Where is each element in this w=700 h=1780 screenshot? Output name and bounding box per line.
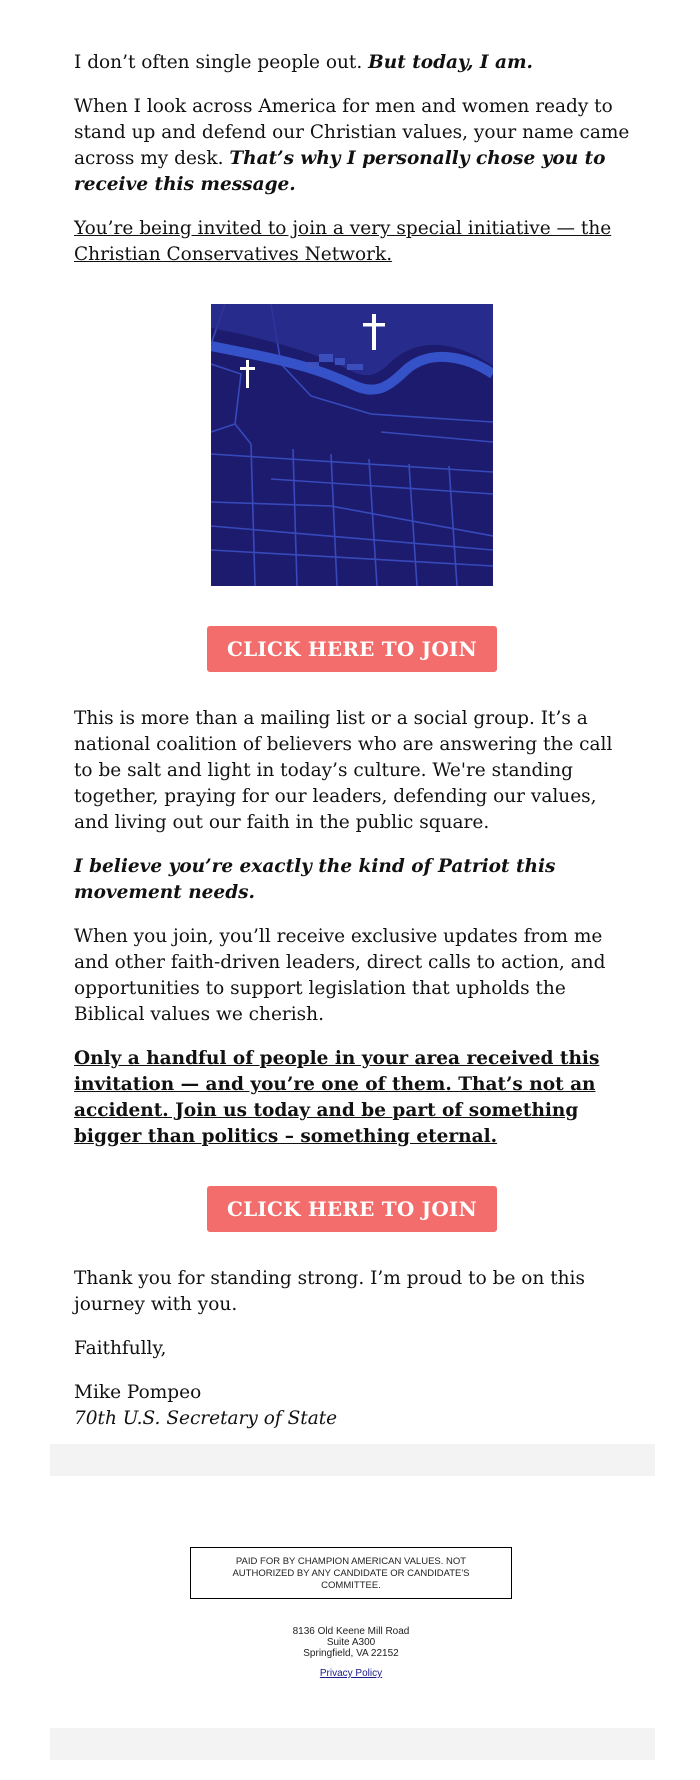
mailing-address	[190, 1626, 512, 1659]
signer-title: 70th U.S. Secretary of State	[74, 1408, 338, 1429]
benefits-paragraph: When you join, you’ll receive exclusive updates from me and other faith-driven leaders, direct calls to action, and opportunities to support legislation that upholds the Biblical values we cherish.	[74, 926, 606, 1025]
selection-paragraph: When I look across America for men and women ready to stand up and defend our Christian values, your name came across my desk. That’s why I personally chose you to receive this message.	[74, 96, 630, 195]
handful-paragraph: Only a handful of people in your area received this invitation — and you’re one of them. That’s not an accident. Join us today and be part of something bigger than politics – something eternal.	[74, 1048, 600, 1147]
map-image	[211, 304, 493, 586]
intro-paragraph: I don’t often single people out. But today, I am.	[74, 52, 533, 73]
cta-wrap-1	[74, 626, 630, 672]
letter-body	[74, 50, 630, 1450]
privacy-wrap	[190, 1668, 512, 1680]
map-image-wrap	[74, 304, 630, 594]
selection-emphasis: That’s why I personally chose you to receive this message.	[74, 148, 606, 195]
thanks-paragraph: Thank you for standing strong. I’m proud to be on this journey with you.	[74, 1268, 585, 1315]
join-button-2[interactable]: CLICK HERE TO JOIN	[207, 1186, 497, 1232]
patriot-paragraph: I believe you’re exactly the kind of Patriot this movement needs.	[74, 856, 556, 903]
address-line-3: Springfield, VA 22152	[303, 1648, 399, 1659]
footer-divider-top	[50, 1444, 655, 1476]
privacy-policy-link[interactable]: Privacy Policy	[319, 1668, 383, 1679]
cta-wrap-2	[74, 1186, 630, 1232]
paid-for-disclaimer: PAID FOR BY CHAMPION AMERICAN VALUES. NOT AUTHORIZED BY ANY CANDIDATE OR CANDIDATE'S COMMITTEE.	[190, 1547, 512, 1599]
join-button-1[interactable]: CLICK HERE TO JOIN	[207, 626, 497, 672]
footer-divider-bottom	[50, 1728, 655, 1760]
coalition-paragraph: This is more than a mailing list or a social group. It’s a national coalition of believers who are answering the call to be salt and light in today’s culture. We're standing together, praying for our leaders, defending our values, and living out our faith in the public square.	[74, 708, 613, 833]
intro-emphasis: But today, I am.	[368, 52, 533, 73]
closing-line: Faithfully,	[74, 1338, 167, 1359]
address-line-2: Suite A300	[326, 1637, 376, 1648]
signature-block	[74, 1380, 630, 1432]
address-line-1: 8136 Old Keene Mill Road	[292, 1626, 410, 1637]
signer-name: Mike Pompeo	[74, 1382, 202, 1403]
invitation-paragraph: You’re being invited to join a very special initiative — the Christian Conservatives Network.	[74, 218, 612, 265]
